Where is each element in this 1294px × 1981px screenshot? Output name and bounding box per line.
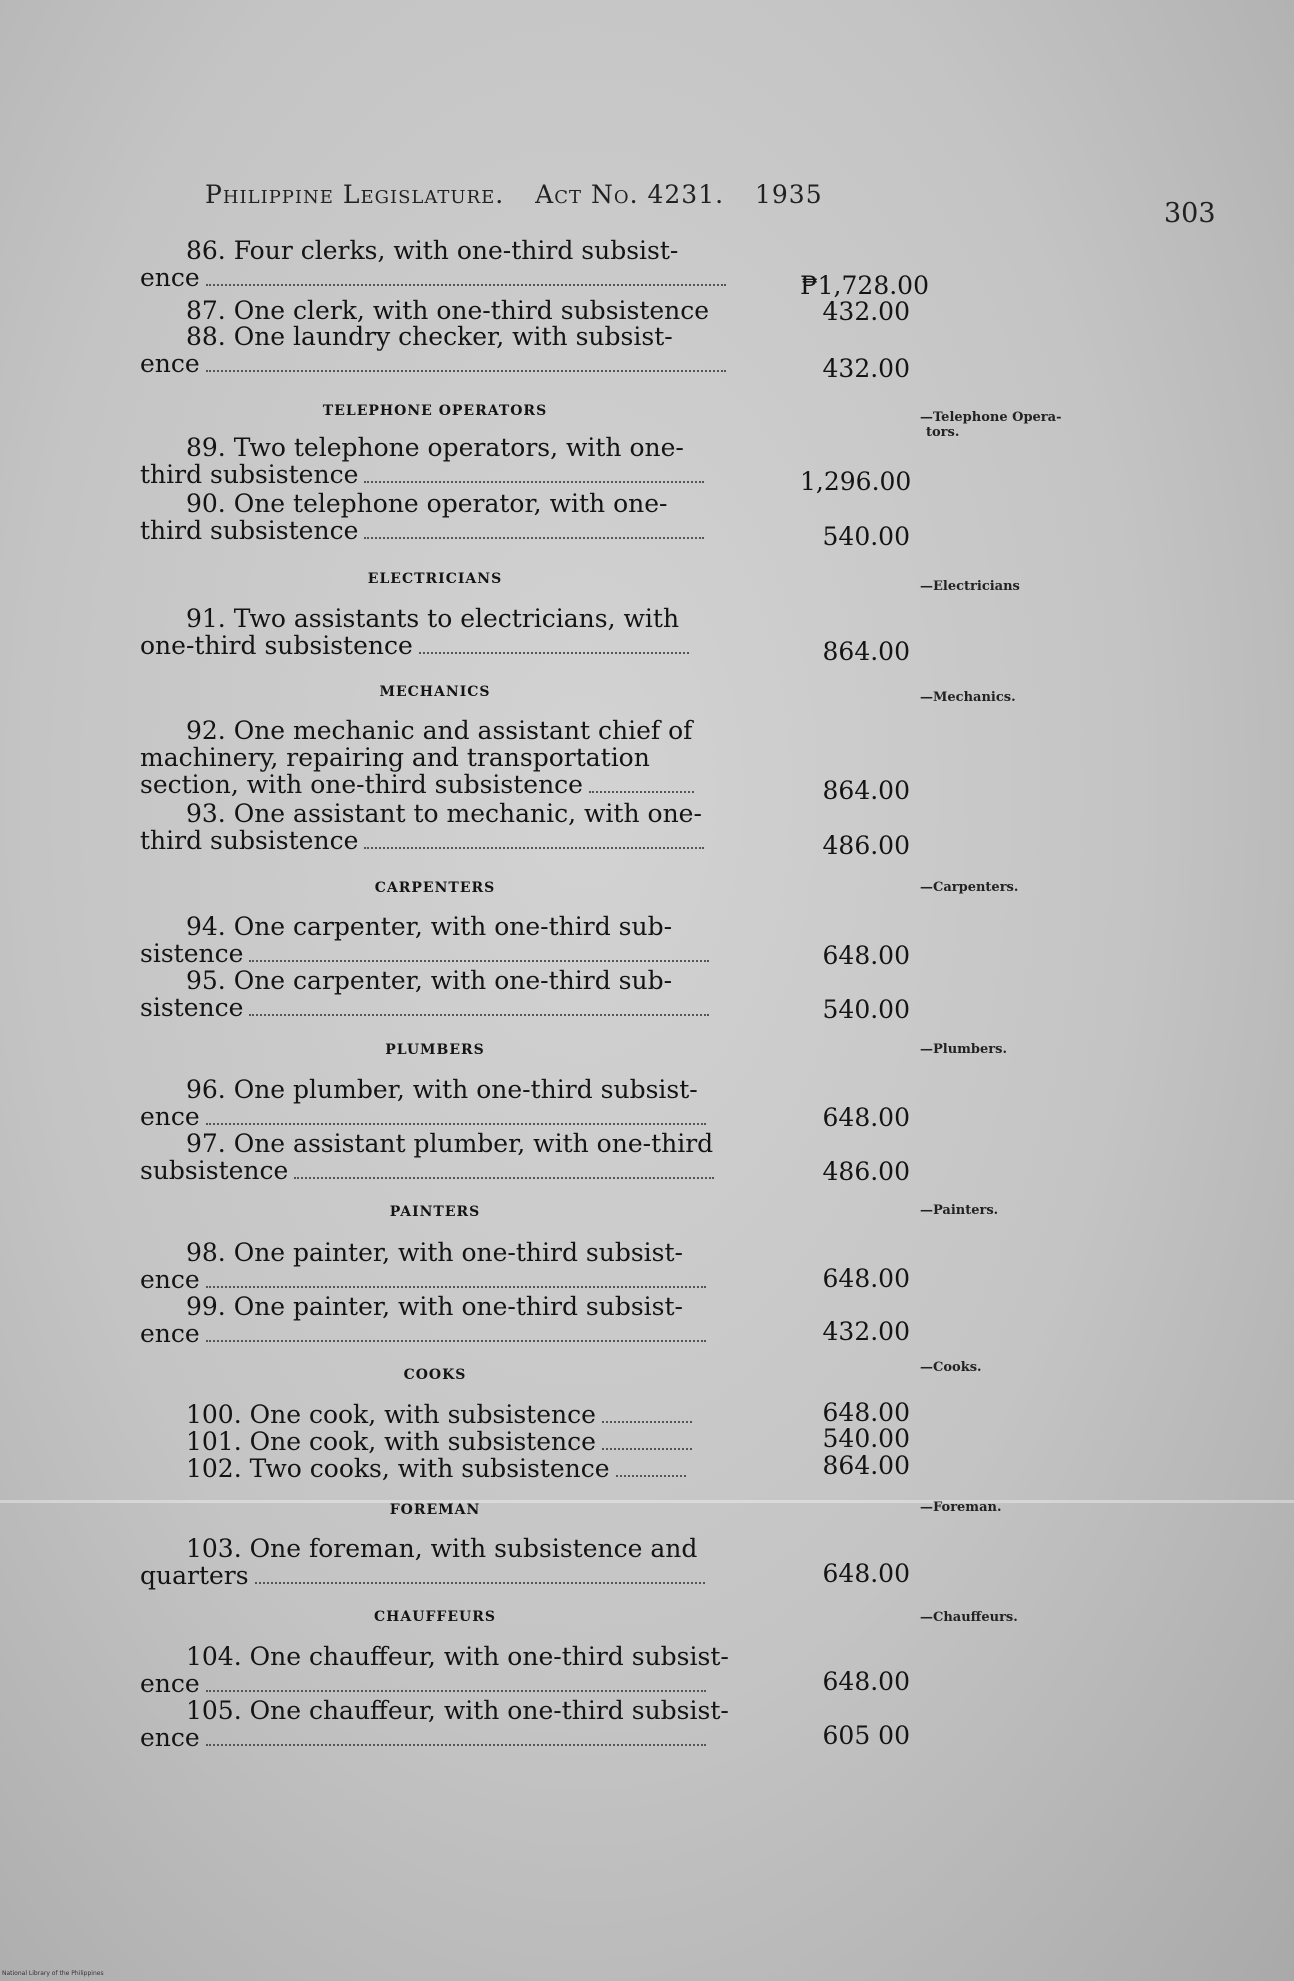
entry-line: ence: [140, 1669, 200, 1698]
entry-line: sistence: [140, 993, 244, 1022]
margin-note-mechanics: —Mechanics.: [920, 690, 1016, 705]
entry-line: 87. One clerk, with one-third subsistence: [186, 296, 710, 325]
entry-line: 100. One cook, with subsistence: [186, 1400, 596, 1429]
leader-dots: [206, 368, 726, 372]
amount-95: 540.00: [822, 995, 910, 1024]
entry-91: [140, 605, 730, 659]
leader-dots: [602, 1419, 692, 1423]
entry-line: 96. One plumber, with one-third subsist-: [186, 1075, 698, 1104]
entry-line: section, with one-third subsistence: [140, 770, 583, 799]
entry-96: [140, 1076, 730, 1130]
amount-86: ₱1,728.00: [800, 271, 929, 300]
amount-88: 432.00: [822, 354, 910, 383]
entry-line: 105. One chauffeur, with one-third subsist-: [186, 1696, 729, 1725]
entry-86: [140, 237, 730, 291]
amount-104: 648.00: [822, 1667, 910, 1696]
margin-note-foreman: —Foreman.: [920, 1500, 1002, 1515]
leader-dots: [249, 1012, 709, 1016]
entry-104: [140, 1643, 730, 1697]
margin-note-electricians: —Electricians: [920, 579, 1020, 594]
page-number: 303: [1164, 198, 1216, 229]
entry-line: 99. One painter, with one-third subsist-: [186, 1292, 683, 1321]
amount-87: 432.00: [822, 297, 910, 326]
leader-dots: [364, 535, 704, 539]
entry-line: 94. One carpenter, with one-third sub-: [186, 912, 673, 941]
leader-dots: [206, 1688, 706, 1692]
amount-98: 648.00: [822, 1264, 910, 1293]
amount-91: 864.00: [822, 637, 910, 666]
amount-92: 864.00: [822, 776, 910, 805]
entry-line: 104. One chauffeur, with one-third subsist-: [186, 1642, 729, 1671]
running-header: [205, 180, 845, 209]
entry-95: [140, 967, 730, 1021]
section-heading-mechanics: MECHANICS: [379, 684, 491, 700]
section-heading-foreman: FOREMAN: [389, 1502, 481, 1518]
section-heading-cooks: COOKS: [403, 1367, 467, 1383]
leader-dots: [364, 845, 704, 849]
entry-line: third subsistence: [140, 826, 359, 855]
entry-line: 89. Two telephone operators, with one-: [186, 433, 684, 462]
entry-line: 97. One assistant plumber, with one-third: [186, 1129, 714, 1158]
leader-dots: [294, 1175, 714, 1179]
amount-97: 486.00: [822, 1157, 910, 1186]
entry-line: 91. Two assistants to electricians, with: [186, 604, 680, 633]
amount-96: 648.00: [822, 1103, 910, 1132]
amount-99: 432.00: [822, 1317, 910, 1346]
entry-100: [140, 1401, 730, 1428]
entry-line: ence: [140, 1265, 200, 1294]
section-heading-telephone-operators: TELEPHONE OPERATORS: [322, 403, 548, 419]
leader-dots: [206, 1284, 706, 1288]
section-heading-carpenters: CARPENTERS: [374, 880, 496, 896]
entry-line: ence: [140, 1319, 200, 1348]
entry-line: quarters: [140, 1561, 249, 1590]
amount-93: 486.00: [822, 831, 910, 860]
entry-97: [140, 1130, 730, 1184]
leader-dots: [364, 479, 704, 483]
leader-dots: [616, 1473, 686, 1477]
leader-dots: [419, 650, 689, 654]
entry-103: [140, 1535, 730, 1589]
amount-101: 540.00: [822, 1424, 910, 1453]
entry-line: 90. One telephone operator, with one-: [186, 489, 668, 518]
entry-line: ence: [140, 349, 200, 378]
header-act: Act No. 4231.: [535, 180, 725, 209]
entry-99: [140, 1293, 730, 1347]
entry-line: third subsistence: [140, 516, 359, 545]
margin-note-cooks: —Cooks.: [920, 1360, 982, 1375]
entry-94: [140, 913, 730, 967]
entry-90: [140, 490, 730, 544]
header-legislature: Philippine Legislature.: [205, 180, 505, 209]
leader-dots: [589, 789, 694, 793]
margin-note-plumbers: —Plumbers.: [920, 1042, 1007, 1057]
margin-note-chauffeurs: —Chauffeurs.: [920, 1610, 1018, 1625]
margin-note-carpenters: —Carpenters.: [920, 880, 1019, 895]
leader-dots: [602, 1446, 692, 1450]
amount-100: 648.00: [822, 1398, 910, 1427]
entry-line: 88. One laundry checker, with subsist-: [186, 322, 673, 351]
entry-line: ence: [140, 263, 200, 292]
entry-98: [140, 1239, 730, 1293]
margin-note-telephone: —Telephone Opera- tors.: [920, 410, 1062, 440]
entry-89: [140, 434, 730, 488]
entry-105: [140, 1697, 730, 1751]
entry-line: 93. One assistant to mechanic, with one-: [186, 799, 702, 828]
entry-101: [140, 1428, 730, 1455]
entry-87: [140, 297, 730, 324]
entry-line: third subsistence: [140, 460, 359, 489]
margin-note-painters: —Painters.: [920, 1203, 999, 1218]
entry-92: [140, 717, 730, 798]
amount-103: 648.00: [822, 1559, 910, 1588]
entry-line: ence: [140, 1102, 200, 1131]
leader-dots: [206, 1742, 706, 1746]
entry-88: [140, 323, 730, 377]
amount-102: 864.00: [822, 1451, 910, 1480]
section-heading-chauffeurs: CHAUFFEURS: [374, 1609, 496, 1625]
entry-line: one-third subsistence: [140, 631, 413, 660]
entry-line: sistence: [140, 939, 244, 968]
entry-line: 102. Two cooks, with subsistence: [186, 1454, 610, 1483]
entry-line: 103. One foreman, with subsistence and: [186, 1534, 698, 1563]
entry-line: 98. One painter, with one-third subsist-: [186, 1238, 683, 1267]
leader-dots: [206, 1338, 706, 1342]
leader-dots: [206, 282, 726, 286]
entry-line: 101. One cook, with subsistence: [186, 1427, 596, 1456]
entry-93: [140, 800, 730, 854]
section-heading-painters: PAINTERS: [389, 1204, 481, 1220]
leader-dots: [249, 958, 709, 962]
entry-line: ence: [140, 1723, 200, 1752]
entry-line: 95. One carpenter, with one-third sub-: [186, 966, 673, 995]
amount-90: 540.00: [822, 522, 910, 551]
leader-dots: [206, 1121, 706, 1125]
section-heading-electricians: ELECTRICIANS: [367, 571, 503, 587]
section-heading-plumbers: PLUMBERS: [385, 1042, 485, 1058]
amount-105: 605 00: [822, 1721, 910, 1750]
amount-89: 1,296.00: [800, 467, 912, 496]
entry-line: 92. One mechanic and assistant chief of: [186, 716, 693, 745]
entry-line: subsistence: [140, 1156, 289, 1185]
scan-credit: National Library of the Philippines: [2, 1970, 104, 1977]
entry-102: [140, 1455, 730, 1482]
entry-line: machinery, repairing and transportation: [140, 743, 650, 772]
entry-line: 86. Four clerks, with one-third subsist-: [186, 236, 679, 265]
header-year: 1935: [755, 180, 823, 209]
amount-94: 648.00: [822, 941, 910, 970]
leader-dots: [255, 1580, 705, 1584]
